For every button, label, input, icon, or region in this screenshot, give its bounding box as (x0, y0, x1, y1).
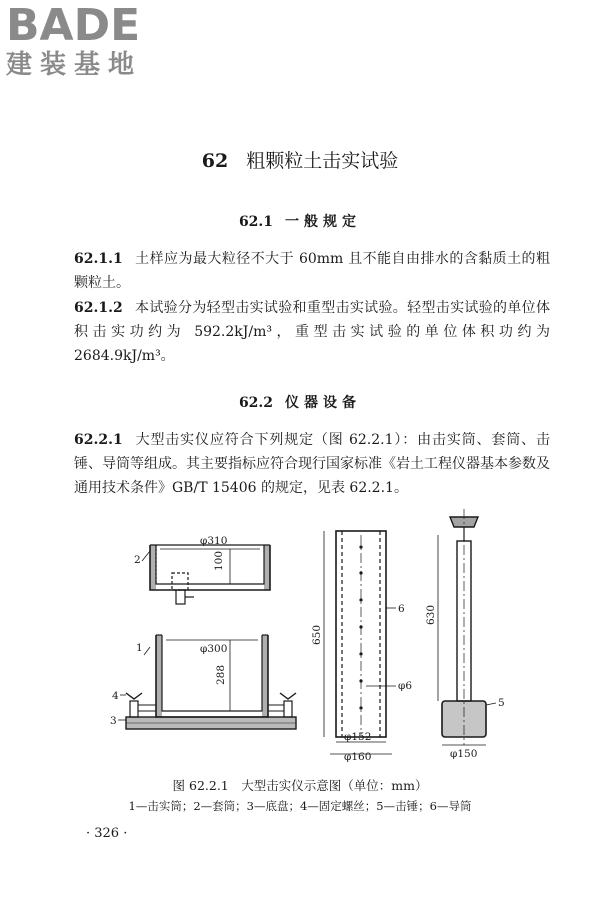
dim-h100: 100 (213, 550, 225, 571)
part-label-2: 2 (134, 554, 141, 566)
part-label-6: 6 (398, 603, 405, 615)
dim-h630: 630 (425, 604, 437, 625)
clause (74, 247, 550, 295)
dim-h650: 650 (311, 624, 323, 645)
dim-d300: φ300 (200, 643, 228, 655)
chapter-number: 62 (201, 150, 229, 172)
dim-h288: 288 (215, 664, 227, 685)
section-title: 一般规定 (285, 214, 362, 230)
section-heading (0, 211, 600, 231)
clause-text: 本试验分为轻型击实试验和重型击实试验。轻型击实试验的单位体积击实功约为 592.2kJ/m³，重型击实试验的单位体积功约为 2684.9kJ/m³。 (74, 300, 550, 364)
dim-d310: φ310 (200, 535, 228, 547)
section-title: 仪器设备 (285, 395, 362, 411)
dim-d150: φ150 (450, 748, 478, 760)
section-heading (0, 392, 600, 412)
page-number: · 326 · (86, 826, 128, 841)
section-number: 62.1 (238, 214, 274, 230)
figure-legend: 1—击实筒；2—套筒；3—底盘；4—固定螺丝；5—击锤；6—导筒 (128, 799, 472, 813)
dim-d160: φ160 (344, 751, 372, 763)
part-label-1: 1 (136, 642, 143, 654)
section-number: 62.2 (238, 395, 274, 411)
figure-diagram (100, 505, 520, 765)
clause-text: 大型击实仪应符合下列规定（图 62.2.1）：由击实筒、套筒、击锤、导筒等组成。其主要指标应符合现行国家标准《岩土工程仪器基本参数及通用技术条件》GB/T 15406 的规定，见表 62.2.1。 (74, 432, 550, 496)
dim-d6: φ6 (398, 680, 413, 692)
compaction-apparatus-diagram (100, 505, 520, 765)
collar-drawing (142, 545, 270, 604)
logo-word: BADE (6, 0, 141, 51)
logo (6, 0, 176, 80)
dim-d152: φ152 (344, 731, 372, 743)
part-label-5: 5 (498, 697, 505, 709)
clause (74, 296, 550, 368)
chapter-title: 粗颗粒土击实试验 (246, 150, 399, 172)
chapter-heading (0, 146, 600, 173)
logo-subtitle: 建装基地 (6, 50, 143, 80)
figure-caption: 图 62.2.1 大型击实仪示意图（单位：mm） (172, 778, 428, 793)
guide-tube-drawing (324, 531, 396, 754)
clause-number: 62.1.2 (74, 300, 123, 316)
part-label-3: 3 (110, 715, 117, 727)
clause-text: 土样应为最大粒径不大于 60mm 且不能自由排水的含黏质土的粗颗粒土。 (74, 251, 550, 291)
clause (74, 428, 550, 500)
clause-number: 62.1.1 (74, 251, 123, 267)
clause-number: 62.2.1 (74, 432, 123, 448)
part-label-4: 4 (112, 690, 119, 702)
